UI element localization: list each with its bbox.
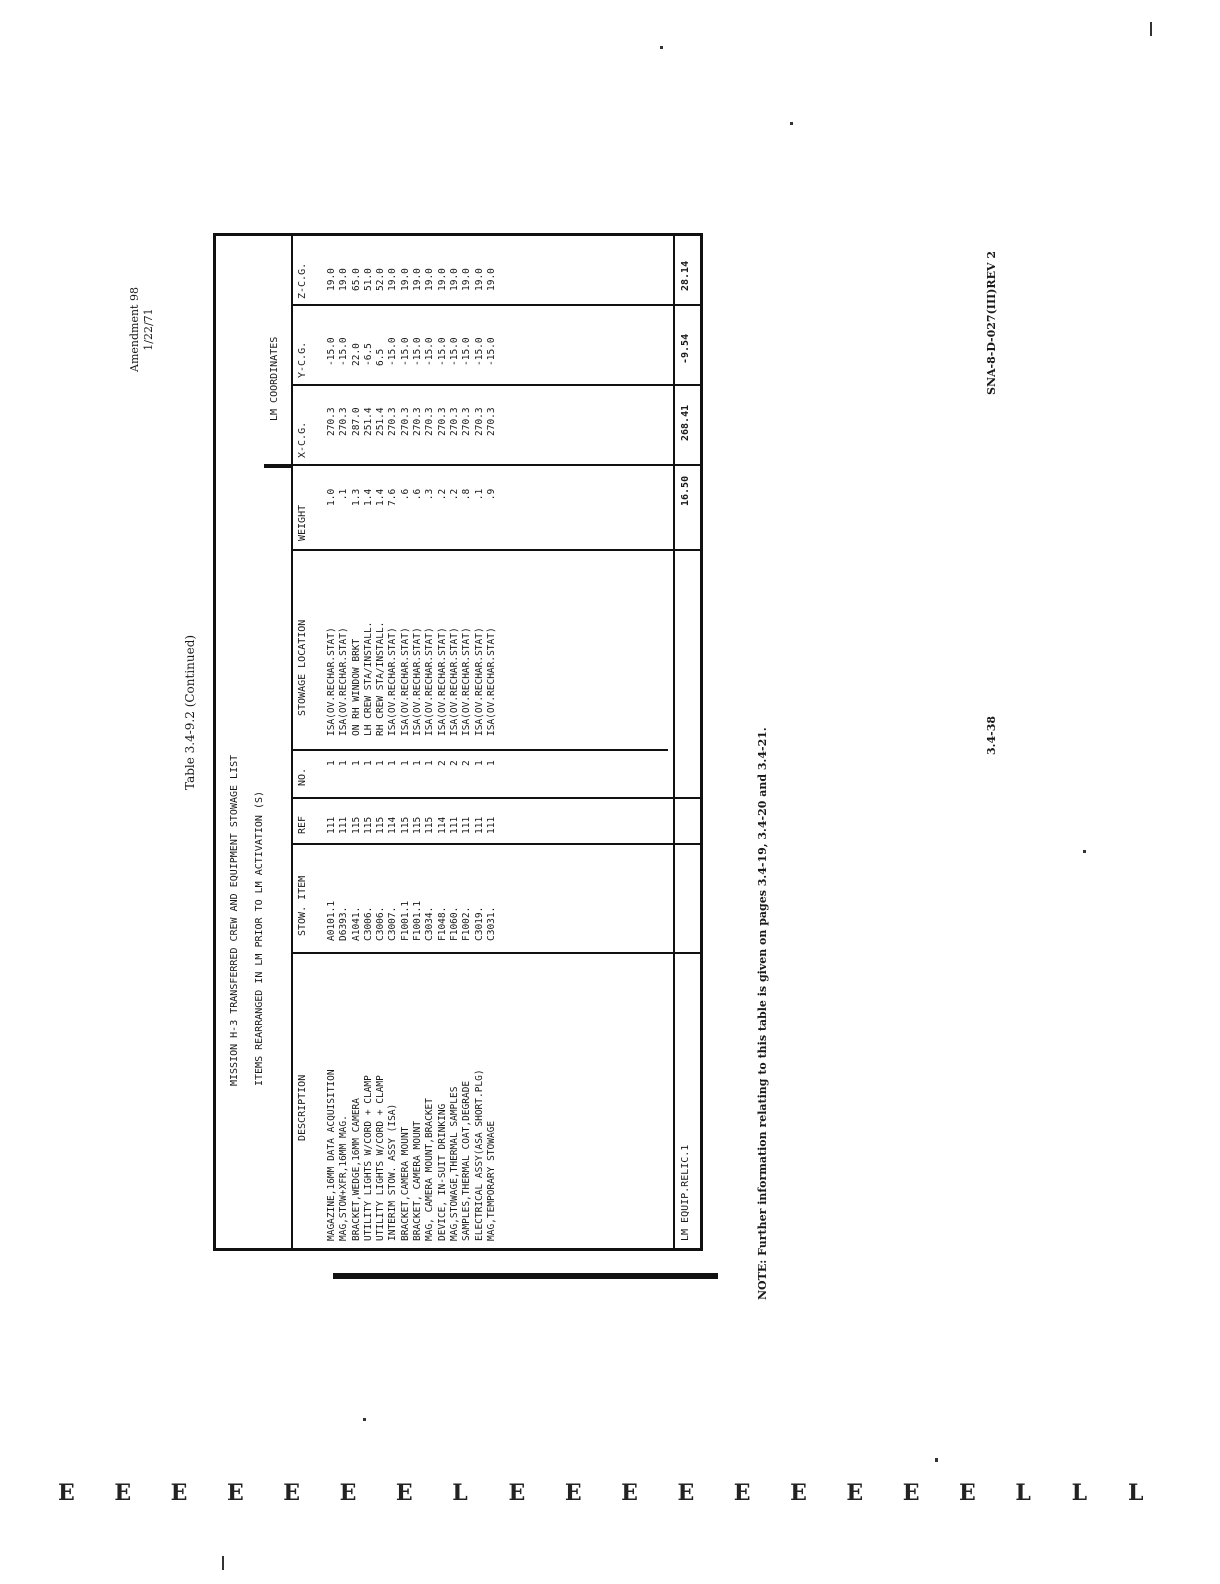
table-cell-weight: .8 — [461, 488, 473, 501]
table-cell-xcg: 251.4 — [375, 407, 387, 436]
table-cell-weight: .3 — [424, 488, 436, 501]
footer-mark: E — [621, 1480, 638, 1506]
table-cell-ycg: -15.0 — [412, 337, 424, 366]
table-cell-weight: .2 — [436, 488, 448, 501]
table-cell-xcg: 270.3 — [485, 407, 497, 436]
table-cell-ycg: -15.0 — [461, 337, 473, 366]
table-cell-stow-item: C3006. — [375, 906, 387, 941]
table-cell-xcg: 270.3 — [436, 407, 448, 436]
thick-rule — [333, 1273, 718, 1279]
table-cell-stow-item: F1060. — [448, 906, 460, 941]
table-cell-zcg: 51.0 — [362, 268, 374, 291]
table-cell-no: 1 — [326, 760, 337, 766]
table-cell-description: MAG, CAMERA MOUNT,BRACKET — [424, 1098, 436, 1241]
scan-speck — [1150, 22, 1152, 36]
table-cell-stow-item: F1002. — [461, 906, 473, 941]
col-sep-no — [291, 749, 668, 751]
table-cell-description: BRACKET,CAMERA MOUNT — [399, 1126, 411, 1241]
table-cell-ref: 111 — [326, 816, 337, 834]
table-cell-location: ISA(OV.RECHAR.STAT) — [338, 627, 350, 736]
table-cell-stow-item: D6393. — [338, 906, 350, 941]
table-cell-location: ISA(OV.RECHAR.STAT) — [412, 627, 424, 736]
col-sep-ycg — [291, 304, 700, 306]
table-cell-xcg: 270.3 — [399, 407, 411, 436]
table-cell-ref: 115 — [362, 816, 374, 834]
table-cell-zcg: 19.0 — [448, 268, 460, 291]
footer-mark: E — [114, 1480, 132, 1506]
table-cell-ref: 111 — [485, 816, 497, 834]
table-cell-ref: 115 — [399, 816, 411, 834]
table-cell-weight: 1.0 — [326, 488, 337, 506]
col-sep-stow — [291, 843, 700, 845]
footer-mark: E — [733, 1480, 751, 1506]
table-cell-zcg: 19.0 — [412, 268, 424, 291]
footer-mark: L — [1071, 1480, 1088, 1506]
table-cell-weight: .1 — [473, 488, 485, 501]
table-cell-ref: 111 — [448, 816, 460, 834]
scan-speck — [935, 1458, 938, 1462]
footer-mark: E — [902, 1480, 920, 1506]
table-cell-ycg: -15.0 — [387, 337, 399, 366]
table-cell-description: MAG,TEMPORARY STOWAGE — [485, 1120, 497, 1241]
table-cell-ref: 111 — [473, 816, 485, 834]
table-cell-no: 2 — [448, 760, 460, 766]
table-cell-zcg: 19.0 — [473, 268, 485, 291]
table-cell-location: ISA(OV.RECHAR.STAT) — [436, 627, 448, 736]
table-cell-xcg: 270.3 — [473, 407, 485, 436]
table-cell-weight: .1 — [338, 488, 350, 501]
table-cell-ref: 111 — [338, 816, 350, 834]
table-cell-xcg: 270.3 — [461, 407, 473, 436]
table-cell-no: 1 — [350, 760, 362, 766]
col-sep-weight — [264, 464, 700, 466]
table-cell-no: 1 — [485, 760, 497, 766]
table-cell-description: MAGAZINE,16MM DATA ACQUISITION — [326, 1069, 337, 1241]
col-sep-xcg — [291, 384, 700, 386]
table-cell-location: ISA(OV.RECHAR.STAT) — [473, 627, 485, 736]
table-cell-location: ISA(OV.RECHAR.STAT) — [424, 627, 436, 736]
table-cell-zcg: 19.0 — [485, 268, 497, 291]
table-cell-stow-item: A1041. — [350, 906, 362, 941]
table-cell-ref: 115 — [350, 816, 362, 834]
table-cell-no: 2 — [436, 760, 448, 766]
table-cell-ycg: 22.0 — [350, 343, 362, 366]
footer-mark: E — [339, 1480, 357, 1506]
table-cell-location: ISA(OV.RECHAR.STAT) — [485, 627, 497, 736]
table-cell-zcg: 19.0 — [399, 268, 411, 291]
table-cell-ref: 111 — [461, 816, 473, 834]
table-cell-no: 1 — [473, 760, 485, 766]
table-cell-stow-item: C3031. — [485, 906, 497, 941]
table-cell-description: UTILITY LIGHTS W/CORD + CLAMP — [375, 1075, 387, 1241]
table-cell-stow-item: C3034. — [424, 906, 436, 941]
table-cell-xcg: 270.3 — [338, 407, 350, 436]
table-cell-zcg: 19.0 — [387, 268, 399, 291]
table-cell-xcg: 270.3 — [326, 407, 337, 436]
table-cell-xcg: 251.4 — [362, 407, 374, 436]
col-sep-desc — [291, 952, 700, 954]
table-cell-stow-item: F1001.1 — [399, 900, 411, 941]
table-cell-location: ISA(OV.RECHAR.STAT) — [399, 627, 411, 736]
table-cell-zcg: 65.0 — [350, 268, 362, 291]
table-cell-ycg: -15.0 — [424, 337, 436, 366]
footer-mark: E — [283, 1480, 301, 1506]
table-cell-zcg: 52.0 — [375, 268, 387, 291]
table-cell-stow-item: C3006. — [362, 906, 374, 941]
table-cell-ref: 115 — [412, 816, 424, 834]
table-cell-no: 1 — [399, 760, 411, 766]
footer-mark: E — [846, 1480, 864, 1506]
table-cell-no: 1 — [375, 760, 387, 766]
table-cell-stow-item: F1001.1 — [412, 900, 424, 941]
scan-speck — [363, 1418, 366, 1421]
table-cell-location: RH CREW STA/INSTALL. — [375, 621, 387, 736]
footer-mark: E — [508, 1480, 526, 1506]
footer-mark: L — [1128, 1480, 1144, 1506]
table-cell-weight: 1.4 — [362, 488, 374, 506]
table-cell-weight: .2 — [448, 488, 460, 501]
footer-mark: E — [959, 1480, 976, 1506]
table-cell-xcg: 270.3 — [387, 407, 399, 436]
table-cell-ycg: -15.0 — [485, 337, 497, 366]
footer-mark: E — [395, 1480, 413, 1506]
table-cell-weight: .9 — [485, 488, 497, 501]
table-cell-location: ISA(OV.RECHAR.STAT) — [461, 627, 473, 736]
table-cell-no: 2 — [461, 760, 473, 766]
col-sep-ref — [291, 797, 700, 799]
table-cell-xcg: 270.3 — [412, 407, 424, 436]
table-cell-description: INTERIM STOW. ASSY (ISA) — [387, 1103, 399, 1241]
footer-mark: E — [58, 1480, 75, 1506]
stowage-table: MISSION H-3 TRANSFERRED CREW AND EQUIPMENT STOWAGE LIST ITEMS REARRANGED IN LM PRIOR TO LM ACTIVATION (S) LM COORDINATES DESCRIPTION STOW. ITEM REF NO. STOWAGE LOCATION WEIGHT X-C.G. Y-C.G. Z-C.G. MAGAZINE,16MM DATA ACQUISITION MAG,STOW+XFR,16MM MAG. BRACKET,WEDGE,16MM CAMERA UTILITY LIGHTS W/CORD + CLAMP UTILITY LIGHTS W/CORD + CLAMP INTERIM STOW. ASSY (ISA) BRACKET,CAMERA MOUNT BRACKET, CAMERA MOUNT MAG, CAMERA MOUNT,BRACKET DEVICE, IN-SUIT DRINKING MAG,STOWAGE,THERMAL SAMPLES SAMPLES,THERMAL COAT,DEGRADE ELECTRICAL ASSY(ASA SHORT.PLG) MAG,TEMPORARY STOWAGE A0101.1 D6393. A1041. C3006. C3006. C3007. F1001.1 F1001.1 C3034. F1048. F1060. F1002. C3019. C3031. 111 111 115 115 115 114 115 115 115 114 111 111 111 111 1 1 1 1 1 1 1 1 1 2 2 2 1 1 ISA(OV.RECHAR.STAT) ISA(OV.RECHAR.STAT) ON RH WINDOW BRKT LH CREW STA/INSTALL. RH CREW STA/INSTALL. ISA(OV.RECHAR.STAT) ISA(OV.RECHAR.STAT) ISA(OV.RECHAR.STAT) ISA(OV.RECHAR.STAT) ISA(OV.RECHAR.STAT) ISA(OV.RECHAR.STAT) ISA(OV.RECHAR.STAT) ISA(OV.RECHAR.STAT) ISA(OV.RECHAR.STAT) 1.0 .1 1.3 1.4 1.4 7.6 .6 .6 .3 .2 .2 .8 .1 .9 270.3 270.3 287.0 251.4 251.4 270.3 270.3 270.3 270.3 270.3 270.3 270.3 270.3 270.3 -15.0 -15.0 22.0 -6.5 6.5 -15.0 -15.0 -15.0 -15.0 -15.0 -15.0 -15.0 -15.0 -15.0 19.0 19.0 65.0 51.0 52.0 19.0 19.0 19.0 19.0 19.0 19.0 19.0 19.0 19.0 LM EQUIP.RELIC.1 16.50 268.41 -9.54 28.14 — [213, 233, 703, 1251]
scan-speck — [790, 122, 793, 125]
table-cell-weight: 1.3 — [350, 488, 362, 506]
table-cell-description: BRACKET, CAMERA MOUNT — [412, 1120, 424, 1241]
amendment-number: Amendment 98 — [128, 287, 141, 372]
table-cell-location: ISA(OV.RECHAR.STAT) — [448, 627, 460, 736]
table-cell-location: ON RH WINDOW BRKT — [350, 638, 362, 736]
table-cell-description: UTILITY LIGHTS W/CORD + CLAMP — [362, 1075, 374, 1241]
table-cell-description: MAG,STOWAGE,THERMAL SAMPLES — [448, 1086, 460, 1241]
footer-mark: E — [564, 1480, 582, 1506]
table-cell-zcg: 19.0 — [424, 268, 436, 291]
table-cell-ref: 115 — [375, 816, 387, 834]
table-cell-description: DEVICE, IN-SUIT DRINKING — [436, 1103, 448, 1241]
table-cell-xcg: 287.0 — [350, 407, 362, 436]
table-cell-description: ELECTRICAL ASSY(ASA SHORT.PLG) — [473, 1069, 485, 1241]
scan-speck — [660, 46, 663, 49]
table-cell-ref: 114 — [387, 816, 399, 834]
table-cell-zcg: 19.0 — [436, 268, 448, 291]
table-cell-ycg: -15.0 — [399, 337, 411, 366]
footer-mark: L — [1015, 1480, 1031, 1506]
table-cell-ycg: -15.0 — [448, 337, 460, 366]
table-cell-zcg: 19.0 — [326, 268, 337, 291]
table-cell-stow-item: C3007. — [387, 906, 399, 941]
col-sep-loc — [291, 549, 700, 551]
table-cell-xcg: 270.3 — [424, 407, 436, 436]
footer-mark: E — [677, 1480, 695, 1506]
table-cell-stow-item: A0101.1 — [326, 900, 337, 941]
table-cell-description: MAG,STOW+XFR,16MM MAG. — [338, 1115, 350, 1241]
amendment-date: 1/22/71 — [142, 308, 155, 351]
table-cell-no: 1 — [338, 760, 350, 766]
table-cell-ycg: 6.5 — [375, 348, 387, 366]
table-cell-description: BRACKET,WEDGE,16MM CAMERA — [350, 1098, 362, 1241]
table-cell-zcg: 19.0 — [338, 268, 350, 291]
table-cell-no: 1 — [412, 760, 424, 766]
footer-mark: L — [452, 1480, 468, 1506]
scan-speck — [1083, 850, 1086, 853]
table-cell-ref: 115 — [424, 816, 436, 834]
table-cell-ycg: -15.0 — [338, 337, 350, 366]
table-cell-ycg: -15.0 — [436, 337, 448, 366]
table-cell-ycg: -6.5 — [362, 343, 374, 366]
table-cell-location: ISA(OV.RECHAR.STAT) — [387, 627, 399, 736]
total-divider — [673, 236, 675, 1248]
footer-mark: E — [226, 1480, 244, 1506]
table-cell-weight: .6 — [399, 488, 411, 501]
table-cell-zcg: 19.0 — [461, 268, 473, 291]
footer-mark: E — [790, 1480, 807, 1506]
table-cell-ycg: -15.0 — [473, 337, 485, 366]
table-cell-stow-item: F1048. — [436, 906, 448, 941]
table-cell-no: 1 — [387, 760, 399, 766]
table-cell-description: SAMPLES,THERMAL COAT,DEGRADE — [461, 1080, 473, 1241]
table-cell-no: 1 — [362, 760, 374, 766]
footer-marks — [0, 1480, 1220, 1520]
table-cell-location: ISA(OV.RECHAR.STAT) — [326, 627, 337, 736]
header-divider — [291, 236, 293, 1248]
table-cell-ycg: -15.0 — [326, 337, 337, 366]
table-cell-weight: 1.4 — [375, 488, 387, 506]
table-cell-stow-item: C3019. — [473, 906, 485, 941]
table-cell-no: 1 — [424, 760, 436, 766]
table-cell-weight: .6 — [412, 488, 424, 501]
table-cell-xcg: 270.3 — [448, 407, 460, 436]
footer-mark: E — [170, 1480, 188, 1506]
scan-speck — [222, 1556, 224, 1570]
table-cell-ref: 114 — [436, 816, 448, 834]
table-cell-weight: 7.6 — [387, 488, 399, 506]
table-cell-location: LH CREW STA/INSTALL. — [362, 621, 374, 736]
